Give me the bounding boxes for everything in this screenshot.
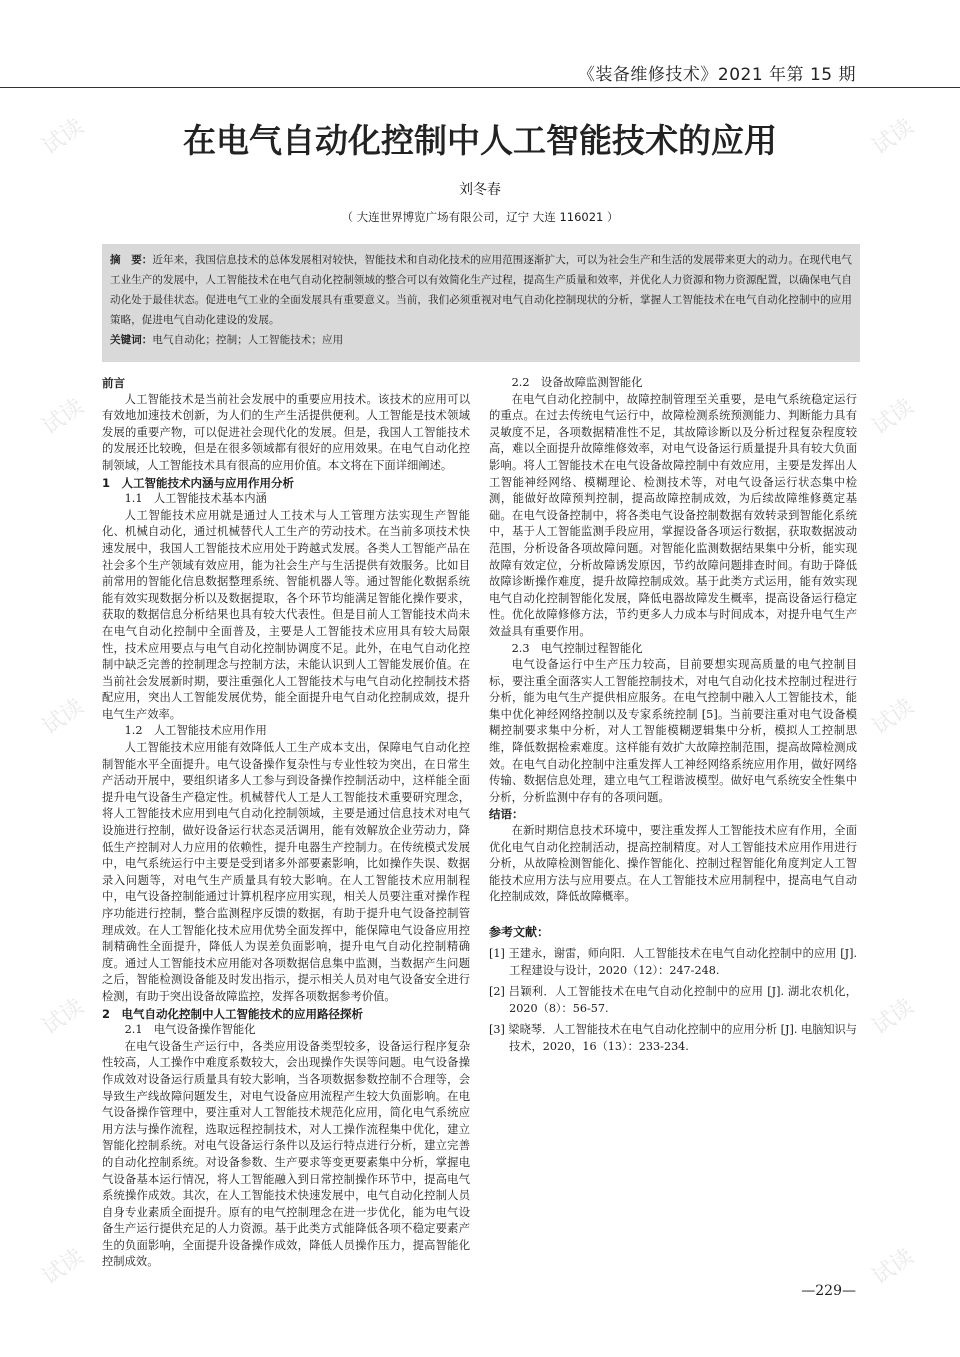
header-rule: [0, 87, 960, 88]
section-1-heading: 1 人工智能技术内涵与应用作用分析: [102, 475, 294, 490]
watermark: 试读: [867, 114, 919, 161]
keywords-label: 关键词：: [110, 334, 153, 346]
watermark: 试读: [867, 994, 919, 1041]
section-2-1-paragraph: 在电气设备生产运行中，各类应用设备类型较多，设备运行程序复杂性较高，人工操作中难度系数较大，会出现操作失误等问题。电气设备操作成效对设备运行质量具有较大影响，当各项数据参数控制不合理等，会导致生产线故障问题发生，对电气设备应用流程产生较大负面影响。在电气设备操作管理中，要注重对人工智能技术规范化应用，简化电气系统应用方法与操作流程，选取远程控制技术，对人工操作流程集中优化，建立智能化控制系统。对电气设备运行条件以及运行特点进行分析，建立完善的自动化控制系统。对设备参数、生产要求等变更要素集中分析，掌握电气设备基本运行情况，将人工智能融入到日常控制操作环节中，提高电气系统操作成效。其次，在人工智能技术快速发展中，电气自动化控制人员自身专业素质全面提升。原有的电气控制理念在进一步优化，能为电气设备生产运行提供充足的人力资源。基于此类方式能降低各项不稳定要素产生的负面影响，全面提升设备操作成效，降低人员操作压力，提高智能化控制成效。: [102, 1039, 470, 1269]
conclusion-paragraph: 在新时期信息技术环境中，要注重发挥人工智能技术应有作用，全面优化电气自动化控制活动，提高控制精度。对人工智能技术应用作用进行分析，从故障检测智能化、操作智能化、控制过程智能化角度判定人工智能技术应用方法与应用要点。在人工智能技术应用制程中，提高电气自动化控制成效，降低故障概率。: [489, 824, 857, 904]
keywords-text: 电气自动化；控制；人工智能技术；应用: [152, 334, 344, 346]
intro-paragraph: 人工智能技术是当前社会发展中的重要应用技术。该技术的应用可以有效地加速技术创新，为人们的生产生活提供便利。人工智能是技术领域发展的重要产物，可以促进社会现代化的发展。但是，我国人工智能技术的发展还比较晚，但是在很多领域都有很好的应用效果。在电气自动化控制领域，人工智能技术具有很高的应用价值。本文将在下面详细阐述。: [102, 392, 470, 472]
watermark: 试读: [37, 1244, 89, 1291]
intro-heading: 前言: [102, 376, 125, 390]
watermark: 试读: [37, 394, 89, 441]
watermark: 试读: [867, 1244, 919, 1291]
section-1-1-heading: 1.1 人工智能技术基本内涵: [124, 492, 267, 506]
journal-header: 《装备维修技术》2021 年第 15 期: [577, 65, 856, 85]
article-title: 在电气自动化控制中人工智能技术的应用: [183, 121, 777, 160]
section-2-3-paragraph: 电气设备运行中生产压力较高，目前要想实现高质量的电气控制目标，要注重全面落实人工智能控制技术，对电气自动化技术控制过程进行分析，能为电气生产提供相应服务。在电气控制中融入人工智能技术，能集中优化神经网络控制以及专家系统控制 [5]。当前要注重对电气设备模糊控制要求集中分析，对人工智能模糊逻辑集中分析，模拟人工控制思维，降低数据检索难度。这样能有效扩大故障控制范围，提高故障检测成效。在电气自动化控制中注重发挥人工神经网络系统应用作用，做好网络传输、数据信息处理，建立电气工程谐波模型。做好电气系统安全性集中分析，分析监测中存有的各项问题。: [489, 658, 857, 804]
abstract-box: [102, 244, 860, 362]
references-heading: 参考文献：: [489, 925, 550, 939]
keywords-line: [110, 330, 856, 350]
watermark: 试读: [867, 394, 919, 441]
conclusion-heading: 结语：: [489, 807, 524, 822]
reference-item: [3] 梁晓琴．人工智能技术在电气自动化控制中的应用分析 [J]. 电脑知识与技术，2020，16（13）：233-234.: [489, 1022, 857, 1053]
reference-item: [2] 吕颖利．人工智能技术在电气自动化控制中的应用 [J]. 湖北农机化，2020（8）：56-57.: [489, 984, 857, 1015]
author-name: 刘冬春: [459, 182, 501, 198]
section-2-2-heading: 2.2 设备故障监测智能化: [511, 376, 643, 389]
section-2-3-heading: 2.3 电气控制过程智能化: [511, 641, 643, 655]
left-column: [102, 375, 470, 1271]
watermark: 试读: [37, 694, 89, 741]
watermark: 试读: [37, 994, 89, 1041]
author-affiliation: （ 大连世界博览广场有限公司，辽宁 大连 116021 ）: [341, 210, 619, 224]
section-1-2-heading: 1.2 人工智能技术应用作用: [124, 724, 267, 738]
section-1-2-paragraph: 人工智能技术应用能有效降低人工生产成本支出，保障电气自动化控制智能水平全面提升。电气设备操作复杂性与专业性较为突出，在日常生产活动开展中，要组织诸多人工参与到设备操作控制活动中，这样能全面提升电气设备生产稳定性。机械替代人工是人工智能技术重要研究理念，将人工智能技术应用到电气自动化控制领域，主要是通过信息技术对电气设施进行控制，做好设备运行状态灵活调用，能有效解放企业劳动力，降低生产控制对人力应用的依赖性，提升电器生产控制力。在传统模式发展中，电气系统运行中主要是受到诸多外部要素影响，比如操作失误、数据录入问题等，对电气生产质量具有较大影响。在人工智能技术应用制程中，电气设备控制能通过计算机程序应用实现，相关人员要注重对操作程序功能进行控制，整合监测程序反馈的数据，有助于提升电气设备控制管理成效。在人工智能化技术应用优势全面发挥中，能保障电气设备应用控制精确性全面提升，降低人为误差负面影响，提升电气自动化控制精确度。通过人工智能技术应用能对各项数据信息集中监测，当数据产生问题之后，智能检测设备能及时发出指示，提示相关人员对电气设备安全进行检测，有助于突出设备故障监控，发挥各项数据参考价值。: [102, 741, 470, 1003]
abstract-text: 近年来，我国信息技术的总体发展相对较快，智能技术和自动化技术的应用范围逐渐扩大，可以为社会生产和生活的发展带来更大的动力。在现代电气工业生产的发展中，人工智能技术在电气自动化控制领域的整合可以有效简化生产过程，提高生产质量和效率，并优化人力资源和物力资源配置，以确保电气自动化处于最佳状态。促进电气工业的全面发展具有重要意义。当前，我们必须重视对电气自动化控制现状的分析，掌握人工智能技术在电气自动化控制中的应用策略，促进电气自动化建设的发展。: [110, 254, 853, 326]
abstract-label: 摘 要：: [110, 254, 153, 266]
section-2-heading: 2 电气自动化控制中人工智能技术的应用路径探析: [102, 1006, 363, 1021]
section-1-1-paragraph: 人工智能技术应用就是通过人工技术与人工管理方法实现生产智能化、机械自动化，通过机械替代人工生产的劳动技术。在当前多项技术快速发展中，我国人工智能技术应用处于跨越式发展。各类人工智能产品在社会多个生产领域有效应用，能为社会生产与生活提供有效服务。比如目前常用的智能化信息数据整理系统、智能机器人等。通过智能化数据系统能有效实现数据分析以及数据提取，各个环节均能满足智能化操作要求，获取的数据信息分析结果也具有较大代表性。但是目前人工智能技术尚未在电气自动化控制中全面普及，主要是人工智能技术应用具有较大局限性，技术应用要点与电气自动化控制协调度不足。此外，在电气自动化控制中缺乏完善的控制理念与控制方法，未能认识到人工智能发展价值。在当前社会发展新时期，要注重强化人工智能技术与电气自动化控制技术搭配应用，突出人工智能发展优势，能全面提升电气自动化控制成效，提升电气生产效率。: [102, 508, 470, 721]
reference-item: [1] 王建永，谢雷，师向阳．人工智能技术在电气自动化控制中的应用 [J]. 工程建设与设计，2020（12）：247-248.: [489, 946, 857, 977]
right-column: [489, 375, 857, 1059]
abstract-paragraph: [110, 250, 856, 330]
section-2-1-heading: 2.1 电气设备操作智能化: [124, 1023, 256, 1037]
section-2-2-paragraph: 在电气自动化控制中，故障控制管理至关重要，是电气系统稳定运行的重点。在过去传统电气运行中，故障检测系统预测能力、判断能力具有灵敏度不足，各项数据精准性不足，其故障诊断以及分析过程复杂程度较高，难以全面提升故障维修效率，对电气设备运行质量提升具有较大负面影响。将人工智能技术在电气设备故障控制中有效应用，主要是发挥出人工智能神经网络、模糊理论、检测技术等，对电气设备运行状态集中检测，能做好故障预判控制，提高故障控制成效，为后续故障维修奠定基础。在电气设备控制中，将各类电气设备控制数据有效转录到智能化系统中，基于人工智能监测手段应用，掌握设备各项运行数据，获取数据波动范围，分析设备各项故障问题。对智能化监测数据结果集中分析，能实现故障有效定位，分析故障诱发原因，节约故障问题排查时间。有助于降低故障诊断操作难度，提升故障控制成效。基于此类方式运用，能有效实现电气自动化控制智能化发展，降低电器故障发生概率，提高设备运行稳定性。优化故障修修方法，节约更多人力成本与时间成本，对提升电气生产效益具有重要作用。: [489, 392, 857, 638]
watermark: 试读: [37, 114, 89, 161]
page-number: —229—: [801, 1283, 856, 1299]
watermark: 试读: [867, 694, 919, 741]
